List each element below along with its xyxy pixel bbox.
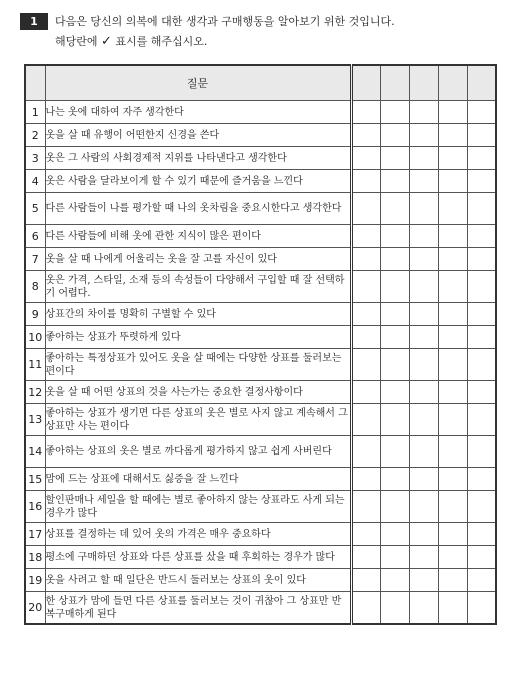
question-text: 나는 옷에 대하여 자주 생각한다 <box>45 101 351 124</box>
row-number: 6 <box>25 225 45 248</box>
rating-checkbox-cell[interactable] <box>351 225 380 248</box>
instructions-header <box>20 10 500 54</box>
question-text: 옷은 사람을 달라보이게 할 수 있기 때문에 즐거움을 느낀다 <box>45 170 351 193</box>
question-text: 좋아하는 상표가 뚜렷하게 있다 <box>45 326 351 349</box>
rating-checkbox-cell[interactable] <box>467 248 496 271</box>
table-row <box>25 271 496 303</box>
rating-checkbox-cell[interactable] <box>467 381 496 404</box>
rating-checkbox-cell[interactable] <box>467 546 496 569</box>
question-text: 좋아하는 상표가 생기면 다른 상표의 옷은 별로 사지 않고 계속해서 그 상표만 사는 편이다 <box>45 404 351 436</box>
rating-checkbox-cell[interactable] <box>380 404 409 436</box>
instruction-prefix: 해당란에 <box>55 35 98 48</box>
rating-checkbox-cell[interactable] <box>351 523 380 546</box>
rating-checkbox-cell[interactable] <box>467 436 496 468</box>
header-rating-cell <box>409 65 438 101</box>
check-mark-icon: ✓ <box>101 34 112 49</box>
rating-checkbox-cell[interactable] <box>409 101 438 124</box>
rating-checkbox-cell[interactable] <box>438 468 467 491</box>
rating-checkbox-cell[interactable] <box>438 326 467 349</box>
rating-checkbox-cell[interactable] <box>409 303 438 326</box>
rating-checkbox-cell[interactable] <box>380 248 409 271</box>
rating-checkbox-cell[interactable] <box>380 491 409 523</box>
rating-checkbox-cell[interactable] <box>380 271 409 303</box>
rating-checkbox-cell[interactable] <box>351 436 380 468</box>
table-row <box>25 147 496 170</box>
rating-checkbox-cell[interactable] <box>409 326 438 349</box>
rating-checkbox-cell[interactable] <box>380 569 409 592</box>
table-header-row <box>25 65 496 101</box>
rating-checkbox-cell[interactable] <box>467 349 496 381</box>
row-number: 15 <box>25 468 45 491</box>
table-row <box>25 170 496 193</box>
rating-checkbox-cell[interactable] <box>438 381 467 404</box>
question-text: 좋아하는 상표의 옷은 별로 까다롭게 평가하지 않고 쉽게 사버린다 <box>45 436 351 468</box>
rating-checkbox-cell[interactable] <box>351 147 380 170</box>
rating-checkbox-cell[interactable] <box>409 147 438 170</box>
question-text: 옷을 살 때 나에게 어울리는 옷을 잘 고를 자신이 있다 <box>45 248 351 271</box>
table-row <box>25 546 496 569</box>
row-number: 2 <box>25 124 45 147</box>
rating-checkbox-cell[interactable] <box>438 404 467 436</box>
table-row <box>25 468 496 491</box>
rating-checkbox-cell[interactable] <box>467 193 496 225</box>
rating-checkbox-cell[interactable] <box>467 404 496 436</box>
rating-checkbox-cell[interactable] <box>467 592 496 625</box>
rating-checkbox-cell[interactable] <box>351 271 380 303</box>
rating-checkbox-cell[interactable] <box>409 349 438 381</box>
rating-checkbox-cell[interactable] <box>380 436 409 468</box>
question-text: 옷은 그 사람의 사회경제적 지위를 나타낸다고 생각한다 <box>45 147 351 170</box>
rating-checkbox-cell[interactable] <box>409 404 438 436</box>
rating-checkbox-cell[interactable] <box>438 546 467 569</box>
rating-checkbox-cell[interactable] <box>351 303 380 326</box>
header-rating-cell <box>351 65 380 101</box>
question-text: 평소에 구매하던 상표와 다른 상표를 샀을 때 후회하는 경우가 많다 <box>45 546 351 569</box>
rating-checkbox-cell[interactable] <box>409 436 438 468</box>
table-row <box>25 101 496 124</box>
rating-checkbox-cell[interactable] <box>438 124 467 147</box>
rating-checkbox-cell[interactable] <box>380 468 409 491</box>
rating-checkbox-cell[interactable] <box>438 248 467 271</box>
instruction-suffix: 표시를 해주십시오. <box>115 35 208 48</box>
row-number: 4 <box>25 170 45 193</box>
rating-checkbox-cell[interactable] <box>351 546 380 569</box>
row-number: 18 <box>25 546 45 569</box>
rating-checkbox-cell[interactable] <box>467 170 496 193</box>
rating-checkbox-cell[interactable] <box>380 523 409 546</box>
rating-checkbox-cell[interactable] <box>380 147 409 170</box>
rating-checkbox-cell[interactable] <box>438 569 467 592</box>
rating-checkbox-cell[interactable] <box>467 271 496 303</box>
table-row <box>25 193 496 225</box>
rating-checkbox-cell[interactable] <box>409 491 438 523</box>
rating-checkbox-cell[interactable] <box>380 170 409 193</box>
rating-checkbox-cell[interactable] <box>409 592 438 625</box>
row-number: 7 <box>25 248 45 271</box>
rating-checkbox-cell[interactable] <box>380 546 409 569</box>
row-number: 20 <box>25 592 45 625</box>
rating-checkbox-cell[interactable] <box>351 569 380 592</box>
rating-checkbox-cell[interactable] <box>380 592 409 625</box>
rating-checkbox-cell[interactable] <box>351 170 380 193</box>
table-row <box>25 225 496 248</box>
rating-checkbox-cell[interactable] <box>438 303 467 326</box>
table-row <box>25 381 496 404</box>
rating-checkbox-cell[interactable] <box>351 124 380 147</box>
rating-checkbox-cell[interactable] <box>438 491 467 523</box>
rating-checkbox-cell[interactable] <box>409 546 438 569</box>
row-number: 17 <box>25 523 45 546</box>
rating-checkbox-cell[interactable] <box>438 170 467 193</box>
header-rating-cell <box>438 65 467 101</box>
rating-checkbox-cell[interactable] <box>438 147 467 170</box>
row-number: 11 <box>25 349 45 381</box>
rating-checkbox-cell[interactable] <box>409 248 438 271</box>
instruction-line-2 <box>55 33 207 50</box>
row-number: 12 <box>25 381 45 404</box>
rating-checkbox-cell[interactable] <box>467 569 496 592</box>
instruction-line-1: 다음은 당신의 의복에 대한 생각과 구매행동을 알아보기 위한 것입니다. <box>55 15 395 28</box>
rating-checkbox-cell[interactable] <box>467 523 496 546</box>
rating-checkbox-cell[interactable] <box>467 468 496 491</box>
table-row <box>25 491 496 523</box>
rating-checkbox-cell[interactable] <box>409 523 438 546</box>
row-number: 13 <box>25 404 45 436</box>
rating-checkbox-cell[interactable] <box>409 468 438 491</box>
question-text: 맘에 드는 상표에 대해서도 싫증을 잘 느낀다 <box>45 468 351 491</box>
rating-checkbox-cell[interactable] <box>351 326 380 349</box>
rating-checkbox-cell[interactable] <box>467 225 496 248</box>
table-row <box>25 303 496 326</box>
rating-checkbox-cell[interactable] <box>380 381 409 404</box>
table-row <box>25 592 496 625</box>
rating-checkbox-cell[interactable] <box>380 101 409 124</box>
rating-checkbox-cell[interactable] <box>409 569 438 592</box>
header-rating-cell <box>467 65 496 101</box>
question-text: 옷을 사려고 할 때 일단은 반드시 둘러보는 상표의 옷이 있다 <box>45 569 351 592</box>
row-number: 8 <box>25 271 45 303</box>
table-row <box>25 124 496 147</box>
question-text: 할인판매나 세일을 할 때에는 별로 좋아하지 않는 상표라도 사게 되는 경우가 많다 <box>45 491 351 523</box>
rating-checkbox-cell[interactable] <box>467 147 496 170</box>
row-number: 19 <box>25 569 45 592</box>
row-number: 5 <box>25 193 45 225</box>
row-number: 16 <box>25 491 45 523</box>
rating-checkbox-cell[interactable] <box>409 271 438 303</box>
rating-checkbox-cell[interactable] <box>409 225 438 248</box>
section-number-badge: 1 <box>20 13 48 30</box>
rating-checkbox-cell[interactable] <box>351 349 380 381</box>
rating-checkbox-cell[interactable] <box>380 303 409 326</box>
row-number: 10 <box>25 326 45 349</box>
rating-checkbox-cell[interactable] <box>438 349 467 381</box>
survey-table <box>24 64 497 625</box>
rating-checkbox-cell[interactable] <box>351 248 380 271</box>
header-question-cell: 질문 <box>45 65 351 101</box>
question-text: 한 상표가 맘에 들면 다른 상표를 둘러보는 것이 귀찮아 그 상표만 반복구매하게 된다 <box>45 592 351 625</box>
rating-checkbox-cell[interactable] <box>351 592 380 625</box>
rating-checkbox-cell[interactable] <box>351 404 380 436</box>
rating-checkbox-cell[interactable] <box>380 225 409 248</box>
rating-checkbox-cell[interactable] <box>409 381 438 404</box>
rating-checkbox-cell[interactable] <box>438 592 467 625</box>
rating-checkbox-cell[interactable] <box>438 193 467 225</box>
rating-checkbox-cell[interactable] <box>351 193 380 225</box>
header-rating-cell <box>380 65 409 101</box>
row-number: 9 <box>25 303 45 326</box>
rating-checkbox-cell[interactable] <box>467 491 496 523</box>
rating-checkbox-cell[interactable] <box>467 326 496 349</box>
rating-checkbox-cell[interactable] <box>467 303 496 326</box>
rating-checkbox-cell[interactable] <box>409 124 438 147</box>
question-text: 상표를 결정하는 데 있어 옷의 가격은 매우 중요하다 <box>45 523 351 546</box>
table-row <box>25 569 496 592</box>
row-number: 3 <box>25 147 45 170</box>
table-row <box>25 436 496 468</box>
rating-checkbox-cell[interactable] <box>438 523 467 546</box>
rating-checkbox-cell[interactable] <box>351 101 380 124</box>
rating-checkbox-cell[interactable] <box>438 225 467 248</box>
rating-checkbox-cell[interactable] <box>380 124 409 147</box>
rating-checkbox-cell[interactable] <box>409 193 438 225</box>
rating-checkbox-cell[interactable] <box>351 468 380 491</box>
question-text: 옷을 살 때 어떤 상표의 것을 사는가는 중요한 결정사항이다 <box>45 381 351 404</box>
table-row <box>25 523 496 546</box>
table-row <box>25 404 496 436</box>
question-text: 옷은 가격, 스타일, 소재 등의 속성들이 다양해서 구입할 때 잘 선택하기 어렵다. <box>45 271 351 303</box>
rating-checkbox-cell[interactable] <box>438 101 467 124</box>
rating-checkbox-cell[interactable] <box>351 491 380 523</box>
rating-checkbox-cell[interactable] <box>438 271 467 303</box>
question-text: 다른 사람들에 비해 옷에 관한 지식이 많은 편이다 <box>45 225 351 248</box>
rating-checkbox-cell[interactable] <box>467 101 496 124</box>
question-text: 다른 사람들이 나를 평가할 때 나의 옷차림을 중요시한다고 생각한다 <box>45 193 351 225</box>
table-row <box>25 248 496 271</box>
rating-checkbox-cell[interactable] <box>409 170 438 193</box>
table-row <box>25 326 496 349</box>
row-number: 1 <box>25 101 45 124</box>
header-number-cell <box>25 65 45 101</box>
rating-checkbox-cell[interactable] <box>438 436 467 468</box>
question-text: 옷을 살 때 유행이 어떤한지 신경을 쓴다 <box>45 124 351 147</box>
question-text: 상표간의 차이를 명확히 구별할 수 있다 <box>45 303 351 326</box>
rating-checkbox-cell[interactable] <box>351 381 380 404</box>
row-number: 14 <box>25 436 45 468</box>
rating-checkbox-cell[interactable] <box>380 349 409 381</box>
rating-checkbox-cell[interactable] <box>380 326 409 349</box>
rating-checkbox-cell[interactable] <box>380 193 409 225</box>
table-row <box>25 349 496 381</box>
question-text: 좋아하는 특정상표가 있어도 옷을 살 때에는 다양한 상표를 둘러보는 편이다 <box>45 349 351 381</box>
rating-checkbox-cell[interactable] <box>467 124 496 147</box>
